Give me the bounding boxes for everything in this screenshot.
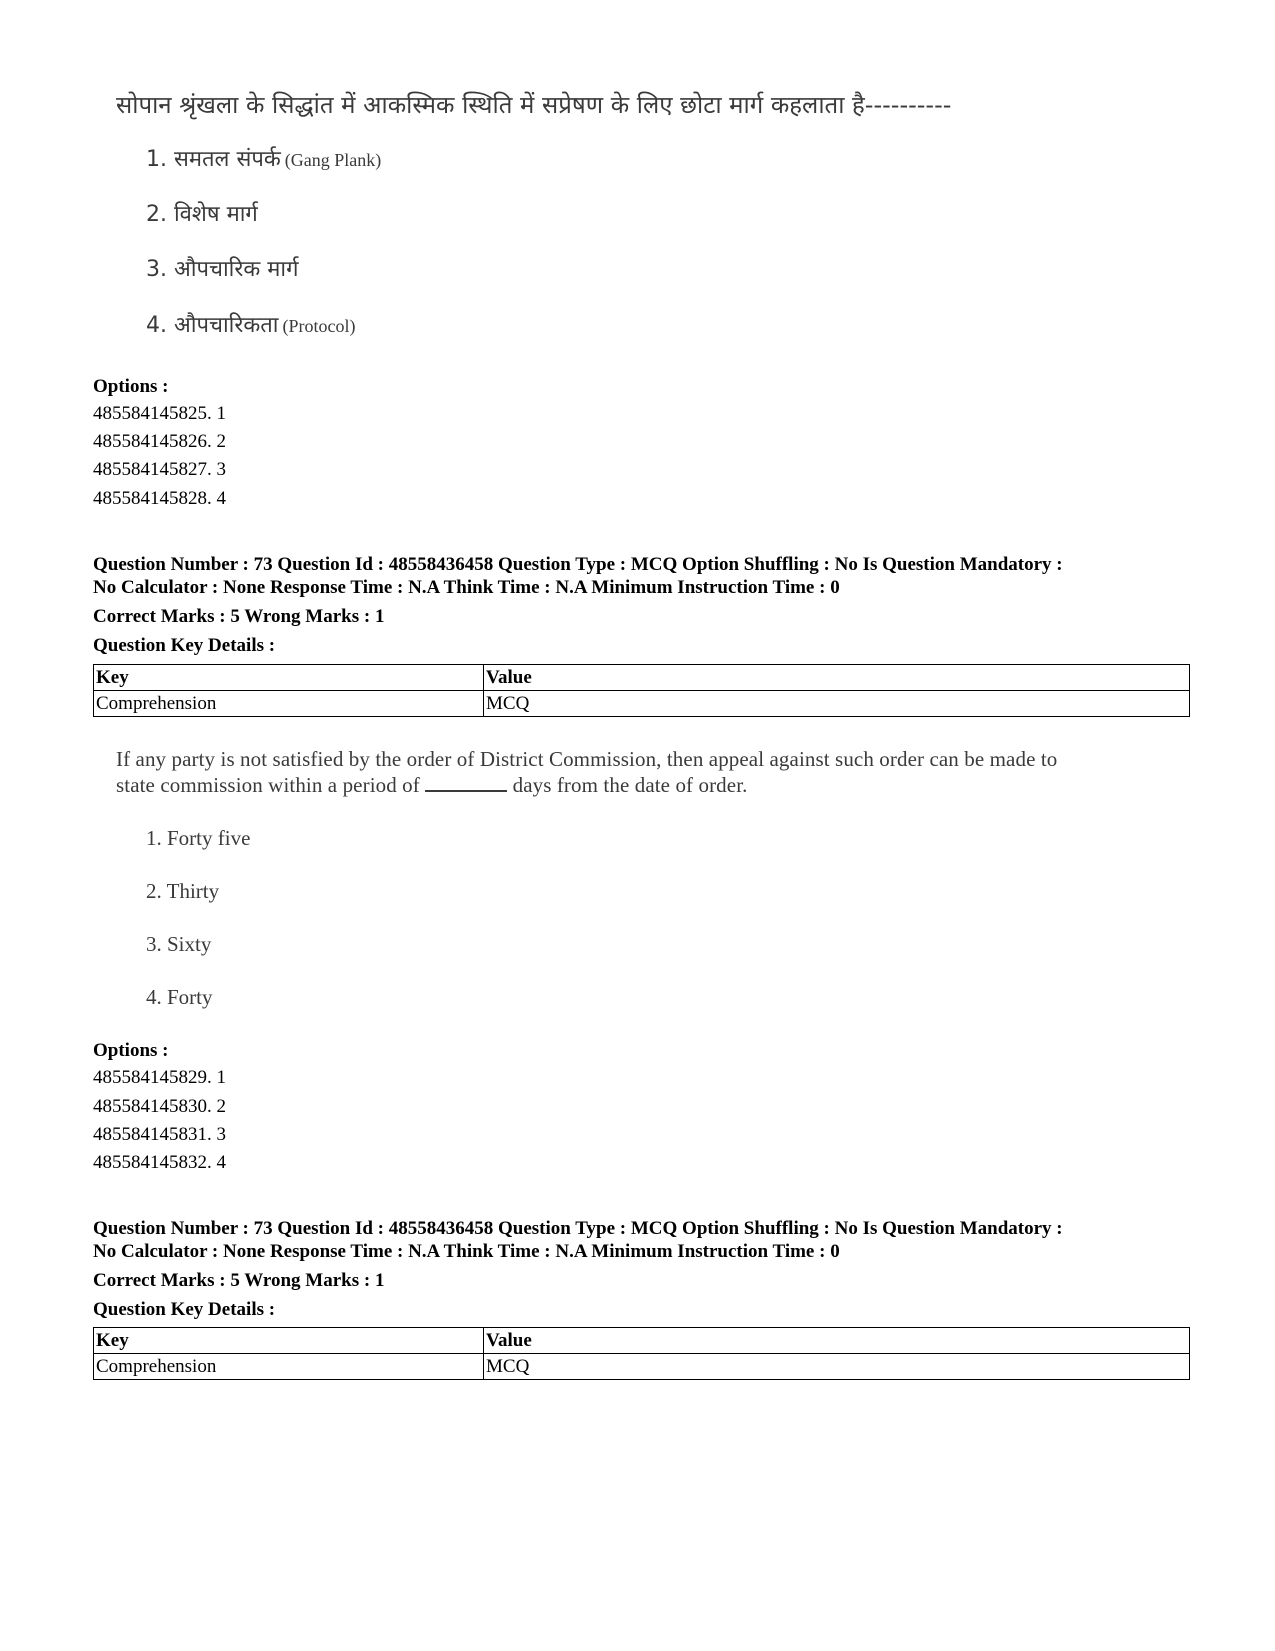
key-details-label: Question Key Details : xyxy=(93,1299,276,1320)
question-meta-line2: No Calculator : None Response Time : N.A Think Time : N.A Minimum Instruction Time : 0 xyxy=(93,1241,840,1262)
key-details-table xyxy=(93,664,1190,717)
table-cell-key: Comprehension xyxy=(94,691,484,717)
options-label: Options : xyxy=(93,376,169,397)
table-row xyxy=(94,691,1190,717)
option-id-4: 485584145832. 4 xyxy=(93,1152,226,1173)
option-id-2: 485584145830. 2 xyxy=(93,1096,226,1117)
table-header-value: Value xyxy=(484,1328,1190,1354)
table-header-row xyxy=(94,665,1190,691)
marks-line: Correct Marks : 5 Wrong Marks : 1 xyxy=(93,606,385,627)
choice-2: 2. Thirty xyxy=(146,879,220,903)
option-id-3: 485584145831. 3 xyxy=(93,1124,226,1145)
choice-3: 3. औपचारिक मार्ग xyxy=(146,257,299,282)
table-row xyxy=(94,1354,1190,1380)
choice-3: 3. Sixty xyxy=(146,932,212,956)
choice-4: 4. औपचारिकता (Protocol) xyxy=(146,313,356,338)
table-header-key: Key xyxy=(94,665,484,691)
question-text: सोपान श्रृंखला के सिद्धांत में आकस्मिक स्थिति में सप्रेषण के लिए छोटा मार्ग कहलाता है---------- xyxy=(116,91,952,119)
table-header-key: Key xyxy=(94,1328,484,1354)
table-cell-value: MCQ xyxy=(484,1354,1190,1380)
option-id-3: 485584145827. 3 xyxy=(93,459,226,480)
question-line-1: If any party is not satisfied by the order of District Commission, then appeal against such order can be made to xyxy=(116,747,1058,771)
question-meta-line1: Question Number : 73 Question Id : 48558436458 Question Type : MCQ Option Shuffling : No Is Question Mandatory : xyxy=(93,1218,1063,1239)
answer-blank xyxy=(425,774,507,792)
marks-line: Correct Marks : 5 Wrong Marks : 1 xyxy=(93,1270,385,1291)
choice-4: 4. Forty xyxy=(146,985,213,1009)
choice-1: 1. Forty five xyxy=(146,826,251,850)
choice-1: 1. समतल संपर्क (Gang Plank) xyxy=(146,147,382,172)
option-id-4: 485584145828. 4 xyxy=(93,488,226,509)
option-id-1: 485584145825. 1 xyxy=(93,403,226,424)
table-cell-key: Comprehension xyxy=(94,1354,484,1380)
option-id-1: 485584145829. 1 xyxy=(93,1067,226,1088)
table-header-value: Value xyxy=(484,665,1190,691)
question-line-2: state commission within a period of days from the date of order. xyxy=(116,773,748,797)
options-label: Options : xyxy=(93,1040,169,1061)
key-details-table xyxy=(93,1327,1190,1380)
question-meta-line2: No Calculator : None Response Time : N.A Think Time : N.A Minimum Instruction Time : 0 xyxy=(93,577,840,598)
choice-2: 2. विशेष मार्ग xyxy=(146,202,258,227)
table-header-row xyxy=(94,1328,1190,1354)
table-cell-value: MCQ xyxy=(484,691,1190,717)
option-id-2: 485584145826. 2 xyxy=(93,431,226,452)
question-meta-line1: Question Number : 73 Question Id : 48558436458 Question Type : MCQ Option Shuffling : No Is Question Mandatory : xyxy=(93,554,1063,575)
key-details-label: Question Key Details : xyxy=(93,635,276,656)
